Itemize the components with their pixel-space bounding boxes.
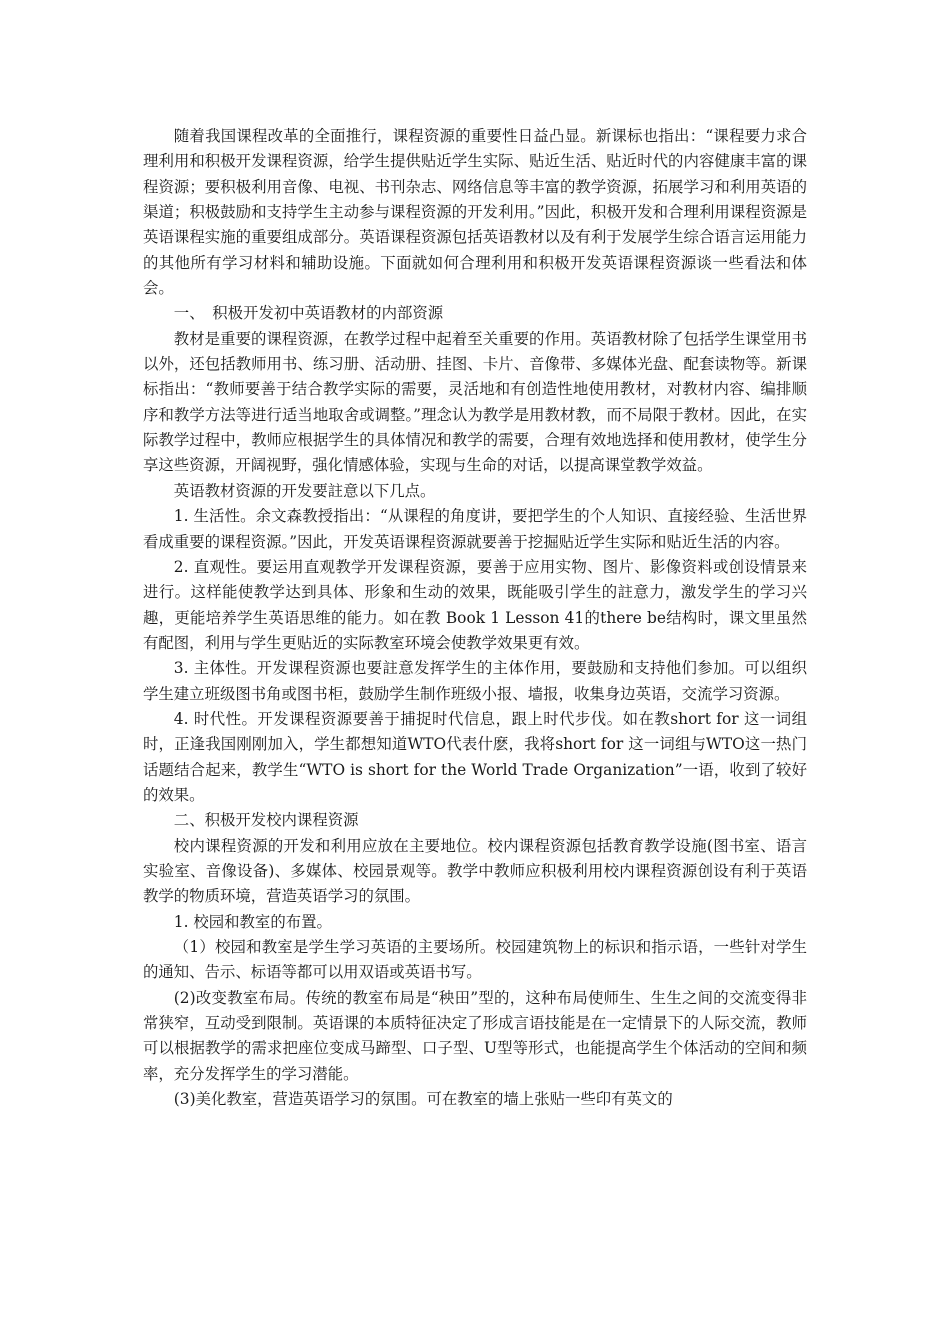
paragraph: 校内课程资源的开发和利用应放在主要地位。校内课程资源包括教育教学设施(图书室、语言实验室、音像设备)、多媒体、校园景观等。教学中教师应积极利用校内课程资源创设有利于英语教学的物质环境，营造英语学习的氛围。 — [143, 836, 807, 906]
sub-item-paragraph: （1）校园和教室是学生学习英语的主要场所。校园建筑物上的标识和指示语，一些针对学生的通知、告示、标语等都可以用双语或英语书写。 — [143, 938, 807, 982]
paragraph: 英语教材资源的开发要註意以下几点。 — [173, 481, 436, 500]
paragraph: 教材是重要的课程资源，在教学过程中起着至关重要的作用。英语教材除了包括学生课堂用书以外，还包括教师用书、练习册、活动册、挂图、卡片、音像带、多媒体光盘、配套读物等。新课标指出：“教师要善于结合教学实际的需要，灵活地和有创造性地使用教材，对教材内容、编排顺序和教学方法等进行适当地取舍或调整。”理念认为教学是用教材教，而不局限于教材。因此，在实际教学过程中，教师应根据学生的具体情况和教学的需要，合理有效地选择和使用教材，使学生分享这些资源，开阔视野，强化情感体验，实现与生命的对话，以提高课堂教学效益。 — [143, 329, 807, 475]
list-item-paragraph: 4. 时代性。开发课程资源要善于捕捉时代信息，跟上时代步伐。如在教short for 这一词组时，正逢我国刚刚加入，学生都想知道WTO代表什麽，我将short for 这一词组与WTO这一热门话题结合起来，教学生“WTO is short for the World Trade Organization”一语，收到了较好的效果。 — [143, 709, 807, 804]
list-item-paragraph: 1. 生活性。余文森教授指出：“从课程的角度讲，要把学生的个人知识、直接经验、生活世界看成重要的课程资源。”因此，开发英语课程资源就要善于挖掘贴近学生实际和贴近生活的内容。 — [143, 507, 807, 551]
document-body — [143, 124, 807, 1112]
section-heading-2: 二、积极开发校内课程资源 — [173, 811, 359, 830]
intro-paragraph: 随着我国课程改革的全面推行，课程资源的重要性日益凸显。新课标也指出：“课程要力求合理利用和积极开发课程资源，给学生提供贴近学生实际、贴近生活、贴近时代的内容健康丰富的课程资源；要积极利用音像、电视、书刊杂志、网络信息等丰富的教学资源，拓展学习和利用英语的渠道；积极鼓励和支持学生主动参与课程资源的开发利用。”因此，积极开发和合理利用课程资源是英语课程实施的重要组成部分。英语课程资源包括英语教材以及有利于发展学生综合语言运用能力的其他所有学习材料和辅助设施。下面就如何合理利用和积极开发英语课程资源谈一些看法和体会。 — [143, 127, 807, 298]
list-item-paragraph: 2. 直观性。要运用直观教学开发课程资源，要善于应用实物、图片、影像资料或创设情景来进行。这样能使教学达到具体、形象和生动的效果，既能吸引学生的註意力，激发学生的学习兴趣，更能培养学生英语思维的能力。如在教 Book 1 Lesson 41的there be结构时，课文里虽然有配图，利用与学生更贴近的实际教室环境会使教学效果更有效。 — [143, 557, 807, 652]
sub-item-paragraph: (2)改变教室布局。传统的教室布局是“秧田”型的，这种布局使师生、生生之间的交流变得非常狭窄，互动受到限制。英语课的本质特征决定了形成言语技能是在一定情景下的人际交流，教师可以根据教学的需求把座位变成马蹄型、口子型、U型等形式，也能提高学生个体活动的空间和频率，充分发挥学生的学习潜能。 — [143, 988, 807, 1083]
list-item-paragraph: 1. 校园和教室的布置。 — [173, 912, 332, 931]
section-heading-1: 一、 积极开发初中英语教材的内部资源 — [173, 304, 444, 323]
sub-item-paragraph: (3)美化教室，营造英语学习的氛围。可在教室的墙上张贴一些印有英文的 — [173, 1090, 673, 1109]
list-item-paragraph: 3. 主体性。开发课程资源也要註意发挥学生的主体作用，要鼓励和支持他们参加。可以组织学生建立班级图书角或图书柜，鼓励学生制作班级小报、墙报，收集身边英语，交流学习资源。 — [143, 659, 807, 703]
